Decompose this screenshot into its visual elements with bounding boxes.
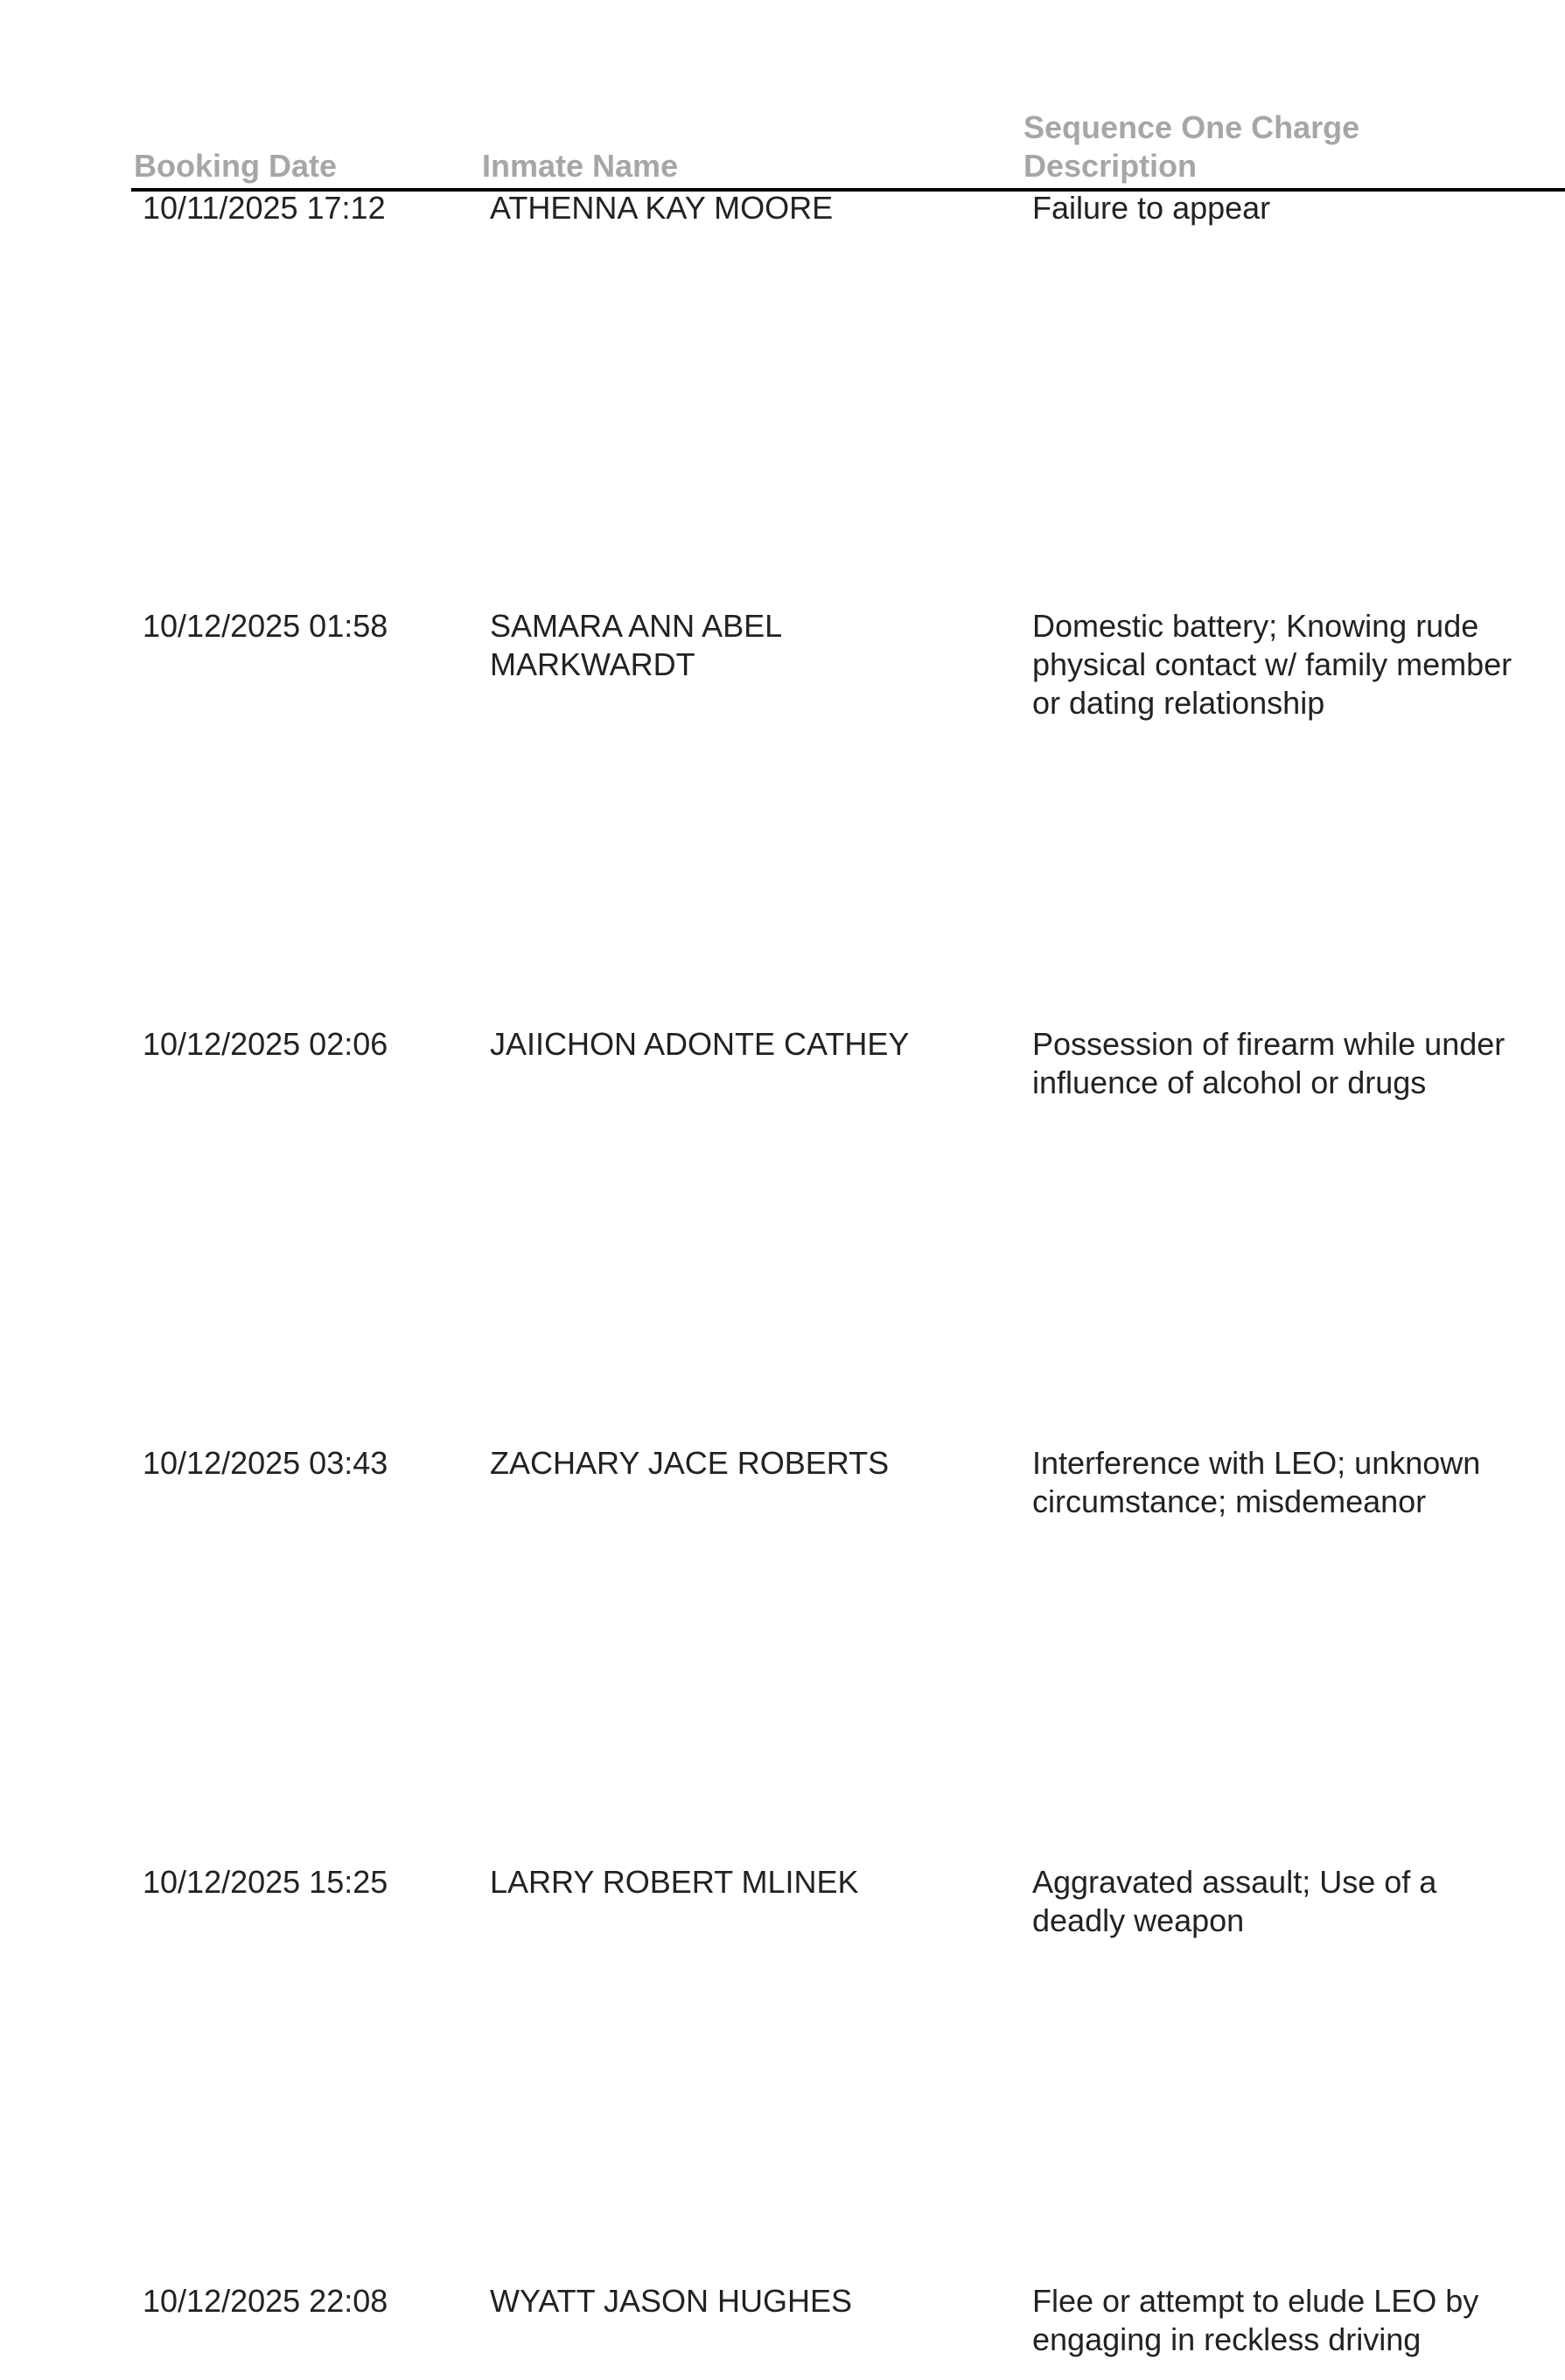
inmate-name-cell: JAIICHON ADONTE CATHEY <box>490 1026 910 1062</box>
inmate-name-line: SAMARA ANN ABEL <box>490 608 783 644</box>
table-row <box>0 1025 1565 1443</box>
charge-description-cell <box>1032 189 1557 227</box>
charge-description-cell <box>1032 1863 1557 1940</box>
charge-description-cell <box>1032 607 1557 722</box>
table-row <box>0 1863 1565 2281</box>
booking-date-cell: 10/12/2025 03:43 <box>143 1445 388 1481</box>
header-booking-date: Booking Date <box>134 148 338 184</box>
header-inmate-name: Inmate Name <box>482 148 679 184</box>
table-row <box>0 1444 1565 1862</box>
charge-line: physical contact w/ family member <box>1032 646 1513 682</box>
inmate-name-cell <box>490 607 962 684</box>
charge-description-cell <box>1032 2282 1557 2359</box>
inmate-name-cell: ATHENNA KAY MOORE <box>490 190 834 226</box>
charge-line: deadly weapon <box>1032 1902 1245 1938</box>
table-row <box>0 607 1565 1025</box>
charge-line: engaging in reckless driving <box>1032 2321 1422 2357</box>
booking-date-cell: 10/12/2025 02:06 <box>143 1026 388 1062</box>
booking-date-cell: 10/11/2025 17:12 <box>143 190 386 226</box>
inmate-name-cell: ZACHARY JACE ROBERTS <box>490 1445 890 1481</box>
booking-date-cell: 10/12/2025 22:08 <box>143 2283 388 2319</box>
header-charge-description <box>1024 108 1478 185</box>
charge-line: Domestic battery; Knowing rude <box>1032 608 1479 644</box>
charge-description-cell <box>1032 1025 1557 1102</box>
table-row <box>0 2282 1565 2377</box>
table-row <box>0 189 1565 607</box>
booking-date-cell: 10/12/2025 15:25 <box>143 1864 388 1900</box>
booking-date-cell: 10/12/2025 01:58 <box>143 608 388 644</box>
charge-line: influence of alcohol or drugs <box>1032 1064 1427 1100</box>
charge-line: or dating relationship <box>1032 685 1325 721</box>
charge-description-cell <box>1032 1444 1557 1521</box>
charge-line: Possession of firearm while under <box>1032 1026 1506 1062</box>
inmate-name-line: MARKWARDT <box>490 646 695 682</box>
charge-line: Flee or attempt to elude LEO by <box>1032 2283 1479 2319</box>
header-charge-line: Sequence One Charge <box>1024 109 1360 145</box>
charge-line: Failure to appear <box>1032 190 1271 226</box>
charge-line: Aggravated assault; Use of a <box>1032 1864 1437 1900</box>
inmate-name-cell: LARRY ROBERT MLINEK <box>490 1864 859 1900</box>
inmate-name-cell: WYATT JASON HUGHES <box>490 2283 853 2319</box>
charge-line: circumstance; misdemeanor <box>1032 1483 1427 1519</box>
charge-line: Interference with LEO; unknown <box>1032 1445 1481 1481</box>
header-charge-line: Description <box>1024 148 1198 184</box>
